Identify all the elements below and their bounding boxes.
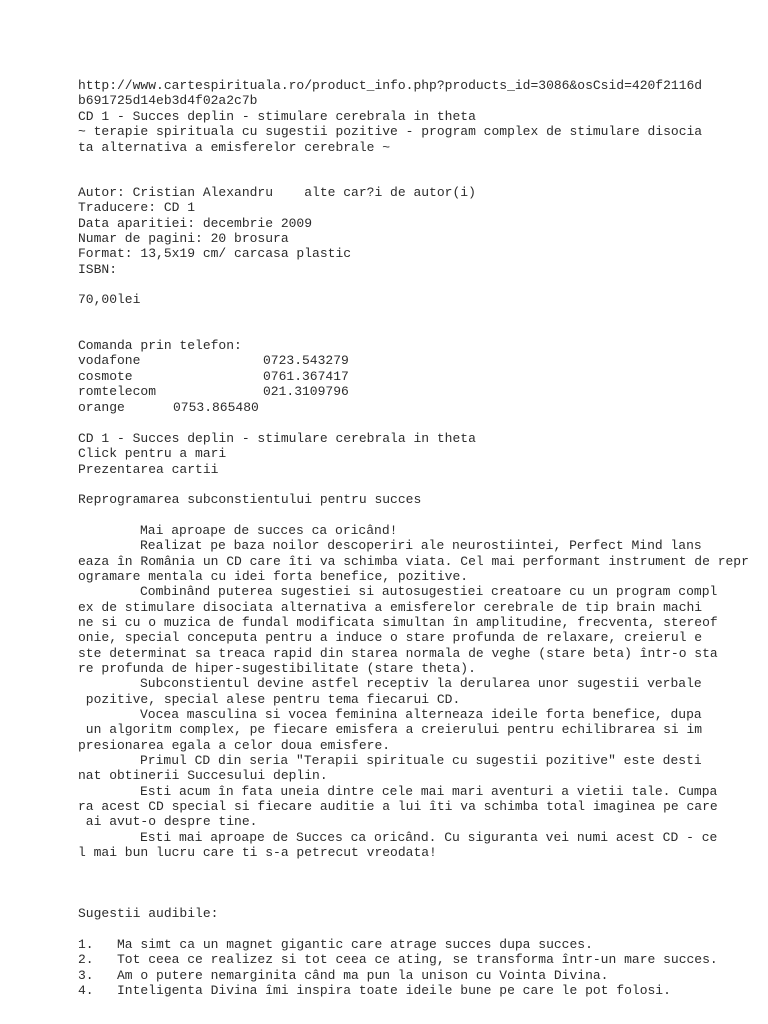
phone-number[interactable]: 021.3109796 [263,384,349,399]
article-line: Realizat pe baza noilor descoperiri ale neurostiintei, Perfect Mind lans [140,538,702,553]
article-line: ne si cu o muzica de fundal modificata simultan în amplitudine, frecventa, stereof [78,615,718,630]
article-line: ra acest CD special si fiecare auditie a lui îti va schimba total imaginea pe care [78,799,718,814]
article-line: Esti acum în fata uneia dintre cele mai mari aventuri a vietii tale. Cumpa [140,784,718,799]
source-url-line-1[interactable]: http://www.cartespirituala.ro/product_info.php?products_id=3086&osCsid=420f2116d [78,78,703,93]
document-subtitle-line-1: ~ terapie spirituala cu sugestii pozitive - program complex de stimulare disocia [78,124,703,139]
article-line: Combinând puterea sugestiei si autosugestiei creatoare cu un program compl [140,584,718,599]
operator-name: vodafone [78,353,141,368]
operator-name: cosmote [78,369,133,384]
article-line: eaza în România un CD care îti va schimba viata. Cel mai performant instrument de repr [78,554,749,569]
phone-number[interactable]: 0753.865480 [173,400,259,415]
document-title: CD 1 - Succes deplin - stimulare cerebrala in theta [78,109,476,124]
phone-number[interactable]: 0723.543279 [263,353,349,368]
document-subtitle-line-2: ta alternativa a emisferelor cerebrale ~ [78,140,391,155]
suggestion-item: 3. Am o putere nemarginita când ma pun la unison cu Vointa Divina. [78,968,609,983]
article-line: Subconstientul devine astfel receptiv la derularea unor sugestii verbale [140,676,702,691]
article-line: re profunda de hiper-sugestibilitate (stare theta). [78,661,476,676]
article-line: l mai bun lucru care ti s-a petrecut vreodata! [78,845,437,860]
product-title: CD 1 - Succes deplin - stimulare cerebrala in theta [78,431,476,446]
price: 70,00lei [78,292,141,307]
article-heading: Reprogramarea subconstientului pentru succes [78,492,422,507]
article-line: ogramare mentala cu idei forta benefice, pozitive. [78,569,469,584]
article-line: un algoritm complex, pe fiecare emisfera a creierului pentru echilibrarea si im [78,722,703,737]
author-line: Autor: Cristian Alexandru alte car?i de autor(i) [78,185,476,200]
format-line: Format: 13,5x19 cm/ carcasa plastic [78,246,352,261]
article-line: nat obtinerii Succesului deplin. [78,768,328,783]
article-line: ex de stimulare disociata alternativa a emisferelor cerebrale de tip brain machi [78,600,703,615]
isbn-line: ISBN: [78,262,118,277]
suggestion-item: 2. Tot ceea ce realizez si tot ceea ce ating, se transforma într-un mare succes. [78,952,718,967]
phone-number[interactable]: 0761.367417 [263,369,349,384]
presentation-heading: Prezentarea cartii [78,462,219,477]
article-line: ste determinat sa treaca rapid din starea normala de veghe (stare beta) într-o sta [78,646,718,661]
article-line: Esti mai aproape de Succes ca oricând. Cu siguranta vei numi acest CD - ce [140,830,718,845]
article-line: Vocea masculina si vocea feminina alterneaza ideile forta benefice, dupa [140,707,702,722]
phone-order-heading: Comanda prin telefon: [78,338,242,353]
article-line: onie, special conceputa pentru a induce o stare profunda de relaxare, creierul e [78,630,703,645]
release-date-line: Data aparitiei: decembrie 2009 [78,216,313,231]
operator-name: romtelecom [78,384,157,399]
suggestions-heading: Sugestii audibile: [78,906,219,921]
enlarge-image-link[interactable]: Click pentru a mari [78,446,227,461]
operator-name: orange [78,400,125,415]
suggestion-item: 1. Ma simt ca un magnet gigantic care atrage succes dupa succes. [78,937,593,952]
translation-line: Traducere: CD 1 [78,200,196,215]
suggestion-item: 4. Inteligenta Divina îmi inspira toate ideile bune pe care le pot folosi. [78,983,671,998]
article-line: presionarea egala a celor doua emisfere. [78,738,391,753]
page-count-line: Numar de pagini: 20 brosura [78,231,289,246]
article-line: Primul CD din seria "Terapii spirituale cu sugestii pozitive" este desti [140,753,702,768]
article-line: pozitive, special alese pentru tema fiecarui CD. [78,692,461,707]
source-url-line-2[interactable]: b691725d14eb3d4f02a2c7b [78,93,258,108]
article-line: Mai aproape de succes ca oricând! [140,523,398,538]
article-line: ai avut-o despre tine. [78,814,258,829]
